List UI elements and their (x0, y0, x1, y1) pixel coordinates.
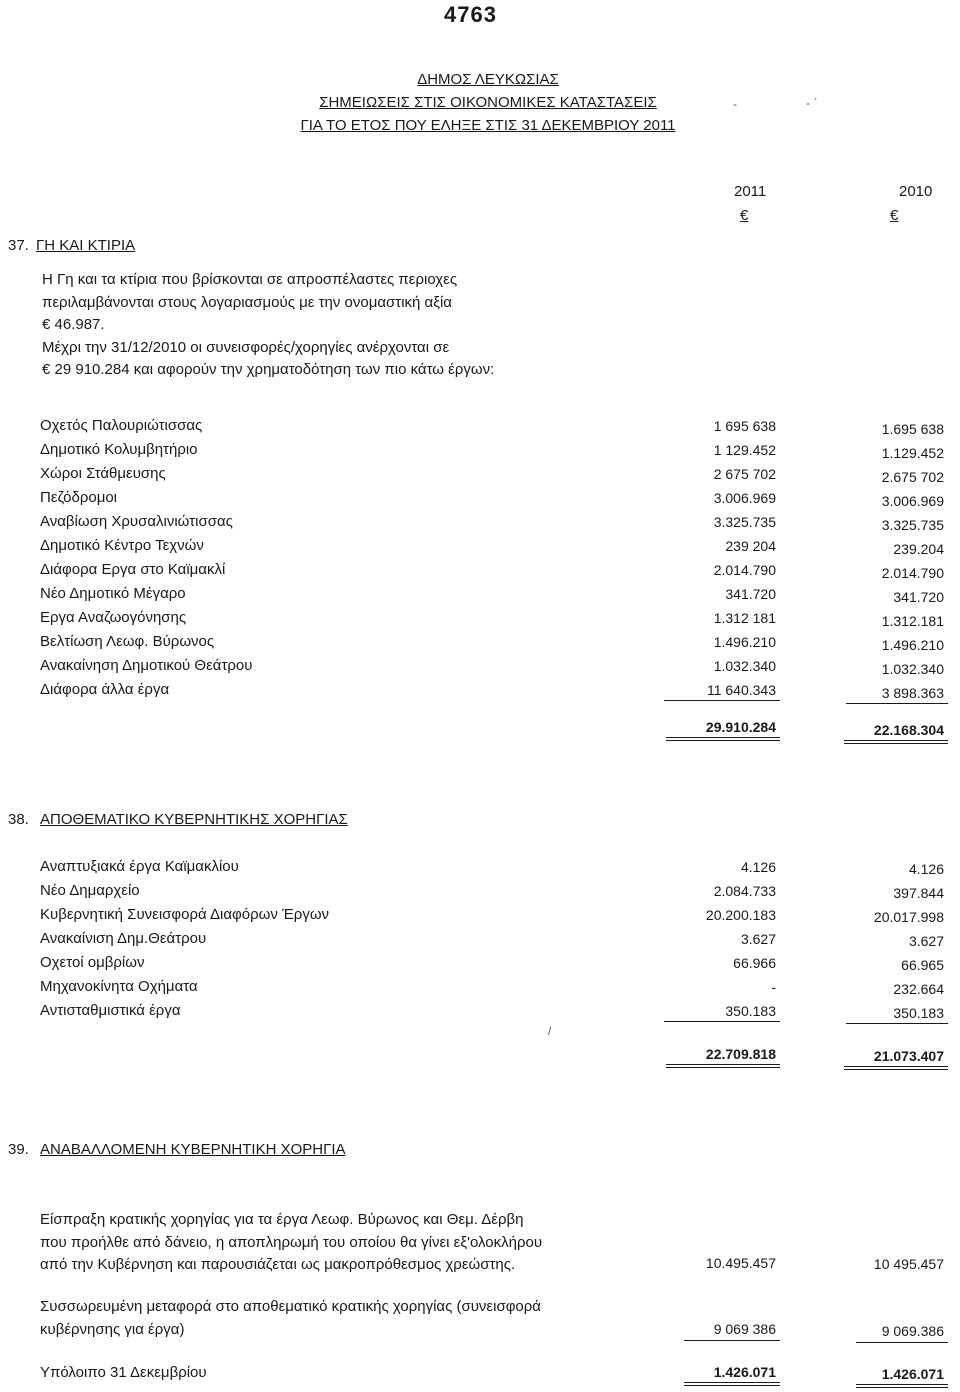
table-cell-2010: 66.965 (901, 957, 944, 973)
header-year-title: ΓΙΑ ΤΟ ΕΤΟΣ ΠΟΥ ΕΛΗΞΕ ΣΤΙΣ 31 ΔΕΚΕΜΒΡΙΟΥ 2011 (300, 117, 676, 134)
subtotal-rule (846, 703, 948, 704)
accumulated-transfer-2011: 9 069 386 (713, 1321, 776, 1337)
deferred-grant-2011: 10.495.457 (705, 1255, 776, 1271)
section-39-paragraph-1: Είσπραξη κρατικής χορηγίας για τα έργα Λεωφ. Βύρωνος και Θεμ. Δέρβη που προήλθε από δάνειο, η αποπληρωμή του οποίου θα γίνει εξ'ολοκλήρου από την Κυβέρνηση και παρουσιάζεται ως μακροπρόθεσμος χρεώστης. (40, 1211, 543, 1273)
table-cell-2011: 1 695 638 (713, 418, 776, 434)
total-double-rule (844, 1066, 948, 1070)
table-cell-2011: 239 204 (725, 538, 776, 554)
table-row-label: Αναπτυξιακά έργα Καϊμακλίου (40, 858, 239, 875)
total-2010: 22.168.304 (873, 722, 944, 738)
column-year-2011: 2011 (734, 183, 767, 200)
table-cell-2010: 3.627 (908, 933, 944, 949)
stray-mark: - ˊ (806, 96, 818, 110)
column-year-2010: 2010 (899, 183, 933, 200)
table-row-label: Δημοτικό Κολυμβητήριο (40, 441, 198, 458)
table-row-label: Ανακαίνηση Δημοτικού Θεάτρου (40, 657, 253, 674)
table-cell-2011: 3.325.735 (713, 514, 776, 530)
page-number: 4763 (444, 2, 497, 27)
total-double-rule (666, 1064, 780, 1068)
table-cell-2010: 1.312.181 (881, 613, 944, 629)
table-cell-2011: 11 640.343 (706, 682, 776, 698)
currency-2010: € (890, 207, 899, 224)
table-cell-2010: 232.664 (893, 981, 944, 997)
section-38-number: 38. (8, 811, 29, 828)
table-cell-2011: - (771, 979, 776, 995)
section-37-title: ΓΗ ΚΑΙ ΚΤΙΡΙΑ (36, 237, 136, 254)
table-cell-2011: 1.496.210 (713, 634, 776, 650)
table-row-label: Κυβερνητική Συνεισφορά Διαφόρων Έργων (40, 906, 330, 923)
table-cell-2011: 1.312 181 (713, 610, 776, 626)
balance-2010: 1.426.071 (881, 1366, 944, 1382)
total-2010: 21.073.407 (873, 1048, 944, 1064)
section-39-number: 39. (8, 1141, 29, 1158)
table-row-label: Μηχανοκίνητα Οχήματα (40, 978, 198, 995)
table-row-label: Χώροι Στάθμευσης (40, 465, 166, 482)
table-cell-2010: 1.129.452 (881, 445, 944, 461)
section-39-paragraph-2: Συσσωρευμένη μεταφορά στο αποθεματικό κρατικής χορηγίας (συνεισφορά κυβέρνησης για έργα) (40, 1298, 541, 1338)
table-cell-2010: 2.014.790 (881, 565, 944, 581)
subtotal-rule (846, 1023, 948, 1024)
table-cell-2010: 397.844 (893, 885, 944, 901)
table-cell-2010: 1.496.210 (881, 637, 944, 653)
subtotal-rule (856, 1342, 948, 1343)
table-row-label: Εργα Αναζωογόνησης (40, 609, 187, 626)
table-cell-2010: 1.032.340 (881, 661, 944, 677)
table-cell-2011: 20.200.183 (705, 907, 776, 923)
table-cell-2010: 3 898.363 (881, 685, 944, 701)
table-cell-2011: 1.032.340 (713, 658, 776, 674)
total-double-rule (856, 1384, 948, 1388)
section-39-title: ΑΝΑΒΑΛΛΟΜΕΝΗ ΚΥΒΕΡΝΗΤΙΚΗ ΧΟΡΗΓΙΑ (40, 1141, 346, 1158)
table-cell-2010: 20.017.998 (873, 909, 944, 925)
table-row-label: Νέο Δημαρχείο (40, 882, 140, 899)
table-cell-2010: 3.006.969 (881, 493, 944, 509)
table-row-label: Οχετός Παλουριώτισσας (40, 417, 203, 434)
table-cell-2011: 2.084.733 (713, 883, 776, 899)
total-2011: 29.910.284 (705, 719, 776, 735)
total-double-rule (666, 737, 780, 741)
table-cell-2010: 2.675 702 (881, 469, 944, 485)
table-cell-2011: 341.720 (725, 586, 776, 602)
table-cell-2011: 1 129.452 (713, 442, 776, 458)
table-row-label: Δημοτικό Κέντρο Τεχνών (40, 537, 204, 554)
table-cell-2011: 350.183 (725, 1003, 776, 1019)
stray-mark: - (733, 97, 737, 111)
subtotal-rule (664, 1021, 780, 1022)
table-cell-2010: 1.695 638 (881, 421, 944, 437)
balance-2011: 1.426.071 (713, 1364, 776, 1380)
table-cell-2010: 239.204 (893, 541, 944, 557)
section-37-paragraph: Η Γη και τα κτίρια που βρίσκονται σε απροσπέλαστες περιοχες περιλαμβάνονται στους λογαριασμούς με την ονομαστική αξία € 46.987. Μέχρι την 31/12/2010 οι συνεισφορές/χορηγίες ανέρχονται σε € 29 910.284 και αφορούν την χρηματοδότηση των πιο κάτω έργων: (42, 271, 495, 378)
subtotal-rule (684, 1340, 780, 1341)
table-cell-2010: 341.720 (893, 589, 944, 605)
table-cell-2010: 3.325.735 (881, 517, 944, 533)
table-row-label: Διάφορα Εργα στο Καϊμακλί (40, 561, 226, 578)
table-cell-2011: 2 675 702 (713, 466, 776, 482)
table-row-label: Αναβίωση Χρυσαλινιώτισσας (40, 513, 233, 530)
total-double-rule (844, 740, 948, 744)
currency-2011: € (740, 207, 749, 224)
table-cell-2011: 3.627 (740, 931, 776, 947)
table-cell-2011: 66.966 (733, 955, 776, 971)
total-double-rule (684, 1382, 780, 1386)
table-cell-2011: 3.006.969 (713, 490, 776, 506)
table-row-label: Ανακαίνιση Δημ.Θεάτρου (40, 930, 207, 947)
deferred-grant-2010: 10 495.457 (873, 1256, 944, 1272)
table-row-label: Αντισταθμιστικά έργα (40, 1002, 181, 1019)
table-cell-2011: 2.014.790 (713, 562, 776, 578)
balance-label: Υπόλοιπο 31 Δεκεμβρίου (40, 1364, 207, 1381)
header-municipality: ΔΗΜΟΣ ΛΕΥΚΩΣΙΑΣ (417, 71, 559, 88)
table-row-label: Βελτίωση Λεωφ. Βύρωνος (40, 633, 215, 650)
section-37-number: 37. (8, 237, 29, 254)
table-cell-2010: 4.126 (908, 861, 944, 877)
header-notes-title: ΣΗΜΕΙΩΣΕΙΣ ΣΤΙΣ ΟΙΚΟΝΟΜΙΚΕΣ ΚΑΤΑΣΤΑΣΕΙΣ (319, 94, 657, 111)
accumulated-transfer-2010: 9 069.386 (881, 1323, 944, 1339)
section-38-title: ΑΠΟΘΕΜΑΤΙΚΟ ΚΥΒΕΡΝΗΤΙΚΗΣ ΧΟΡΗΓΙΑΣ (40, 811, 348, 828)
total-2011: 22.709.818 (705, 1046, 776, 1062)
table-cell-2011: 4.126 (740, 859, 776, 875)
table-row-label: Νέο Δημοτικό Μέγαρο (40, 585, 186, 602)
stray-mark: / (548, 1024, 552, 1038)
subtotal-rule (664, 700, 780, 701)
table-row-label: Οχετοί ομβρίων (40, 954, 145, 971)
table-row-label: Πεζόδρομοι (40, 489, 118, 506)
table-row-label: Διάφορα άλλα έργα (40, 681, 170, 698)
table-cell-2010: 350.183 (893, 1005, 944, 1021)
